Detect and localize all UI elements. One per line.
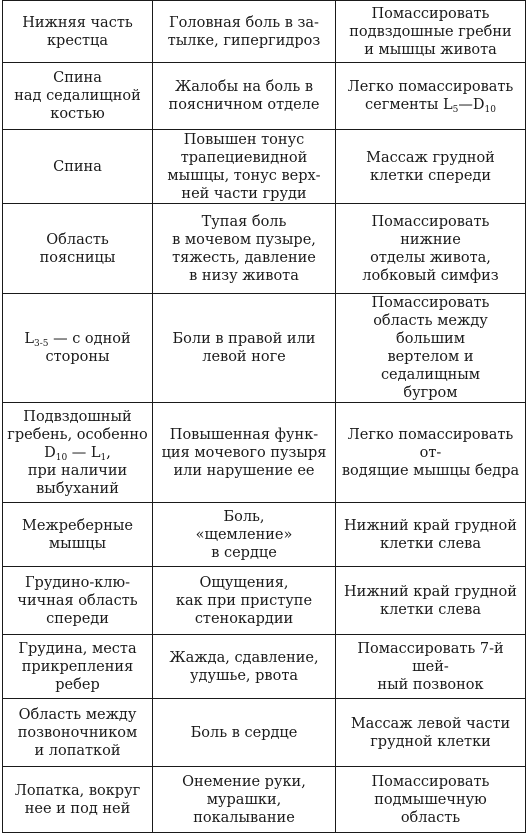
symptom-cell: Жалобы на боль в поясничном отделе: [153, 63, 336, 130]
symptom-cell: Онемение руки, мурашки, покалывание: [153, 767, 336, 833]
symptom-cell: Повышенная функ- ция мочевого пузыря или нарушение ее: [153, 403, 336, 503]
massage-zones-table: [2, 0, 526, 833]
zone-cell: Нижняя часть крестца: [3, 1, 153, 63]
symptom-cell: Тупая боль в мочевом пузыре, тяжесть, давление в низу живота: [153, 204, 336, 294]
symptom-cell: Повышен тонус трапециевидной мышцы, тонус верх- ней части груди: [153, 130, 336, 204]
massage-cell: Легко помассировать сегменты $L_5—D_{10}$: [336, 63, 526, 130]
massage-cell: Помассировать подвздошные гребни и мышцы живота: [336, 1, 526, 63]
zone-cell: $L_{3-5}$ — с одной стороны: [3, 294, 153, 403]
symptom-cell: Боли в правой или левой ноге: [153, 294, 336, 403]
symptom-cell: Головная боль в за- тылке, гипергидроз: [153, 1, 336, 63]
table-row: [3, 1, 526, 63]
table-row: [3, 403, 526, 503]
zone-cell: Спина над седалищной костью: [3, 63, 153, 130]
table-row: [3, 635, 526, 699]
table-row: [3, 767, 526, 833]
symptom-cell: Жажда, сдавление, удушье, рвота: [153, 635, 336, 699]
massage-cell: Помассировать область между большим вертелом и седалищным бугром: [336, 294, 526, 403]
massage-cell: Помассировать 7-й шей- ный позвонок: [336, 635, 526, 699]
massage-cell: Нижний край грудной клетки слева: [336, 503, 526, 567]
table-body: [3, 1, 526, 833]
zone-cell: Спина: [3, 130, 153, 204]
zone-cell: Область поясницы: [3, 204, 153, 294]
zone-cell: Лопатка, вокруг нее и под ней: [3, 767, 153, 833]
symptom-cell: Боль в сердце: [153, 699, 336, 767]
massage-cell: Массаж левой части грудной клетки: [336, 699, 526, 767]
symptom-cell: Боль, «щемление» в сердце: [153, 503, 336, 567]
table-row: [3, 204, 526, 294]
zone-cell: Область между позвоночником и лопаткой: [3, 699, 153, 767]
massage-cell: Помассировать нижние отделы живота, лобковый симфиз: [336, 204, 526, 294]
zone-cell: Межреберные мышцы: [3, 503, 153, 567]
zone-cell: Грудино-клю- чичная область спереди: [3, 567, 153, 635]
zone-cell: Грудина, места прикрепления ребер: [3, 635, 153, 699]
massage-cell: Помассировать подмышечную область: [336, 767, 526, 833]
table-row: [3, 63, 526, 130]
table-row: [3, 567, 526, 635]
symptom-cell: Ощущения, как при приступе стенокардии: [153, 567, 336, 635]
table-row: [3, 130, 526, 204]
table-row: [3, 294, 526, 403]
massage-cell: Легко помассировать от- водящие мышцы бедра: [336, 403, 526, 503]
table-row: [3, 503, 526, 567]
zone-cell: Подвздошный гребень, особенно $D_{10}$ — $L_1$, при наличии выбуханий: [3, 403, 153, 503]
table-row: [3, 699, 526, 767]
massage-cell: Нижний край грудной клетки слева: [336, 567, 526, 635]
massage-cell: Массаж грудной клетки спереди: [336, 130, 526, 204]
